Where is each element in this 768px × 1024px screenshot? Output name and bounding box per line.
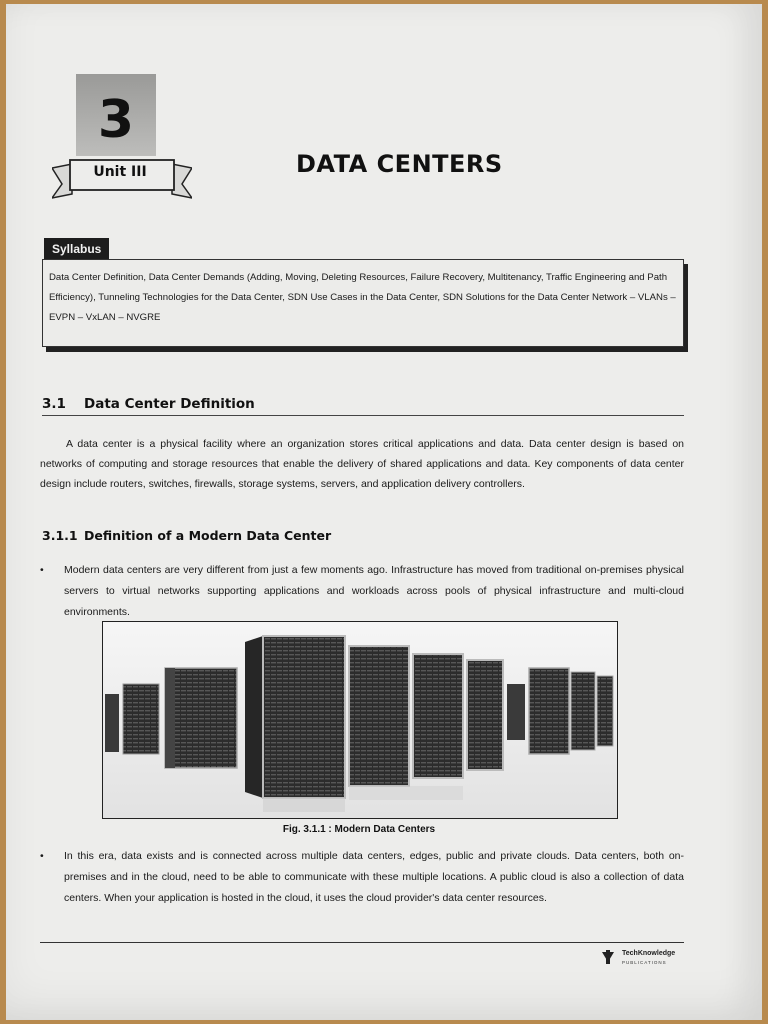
section-heading xyxy=(42,396,684,416)
subsection-title: Definition of a Modern Data Center xyxy=(84,528,332,543)
publisher-name: TechKnowledge xyxy=(622,950,676,957)
chapter-title: DATA CENTERS xyxy=(296,150,503,178)
bullet-dot-icon: • xyxy=(40,564,44,576)
syllabus-text: Data Center Definition, Data Center Demands (Adding, Moving, Deleting Resources, Failure Recovery, Multitenancy, Traffic Engineering and Path Efficiency), Tunneling Technologies for the Data Center, SDN Use Cases in the Data Center, SDN Solutions for the Data Center Network – VLANs – EVPN – VxLAN – NVGRE xyxy=(49,272,676,323)
chapter-number: 3 xyxy=(97,90,135,150)
subsection-number: 3.1.1 xyxy=(42,528,78,543)
footer-divider xyxy=(40,942,684,943)
section-number: 3.1 xyxy=(42,396,66,412)
book-page xyxy=(6,4,762,1020)
bullet-dot-icon: • xyxy=(40,850,44,862)
syllabus-label: Syllabus xyxy=(44,238,109,260)
section-paragraph: A data center is a physical facility where an organization stores critical applications and data. Data center design is based on networks of computing and storage resources that enable the delivery of shared applications and data. Key components of data center design include routers, switches, firewalls, storage systems, servers, and application delivery controllers. xyxy=(40,438,684,490)
figure-image xyxy=(102,621,618,819)
bullet-text: In this era, data exists and is connected across multiple data centers, edges, public and private clouds. Data centers, both on-premises and in the cloud, need to be able to communicate with these multiple locations. A public cloud is also a collection of data centers. When your application is hosted in the cloud, it uses the cloud provider's data center resources. xyxy=(64,850,684,904)
section-title: Data Center Definition xyxy=(84,396,255,412)
bullet-item xyxy=(40,846,684,909)
publisher-subtitle: PUBLICATIONS xyxy=(622,960,667,965)
server-racks-photo xyxy=(103,622,617,818)
bullet-text: Modern data centers are very different from just a few moments ago. Infrastructure has moved from traditional on-premises physical servers to virtual networks supporting applications and workloads across pools of physical infrastructure and multi-cloud environments. xyxy=(64,564,684,618)
unit-label: Unit III xyxy=(93,164,147,180)
syllabus-box xyxy=(42,259,684,347)
bullet-item xyxy=(40,560,684,623)
subsection-heading xyxy=(42,528,331,543)
figure-caption: Fig. 3.1.1 : Modern Data Centers xyxy=(282,824,436,835)
